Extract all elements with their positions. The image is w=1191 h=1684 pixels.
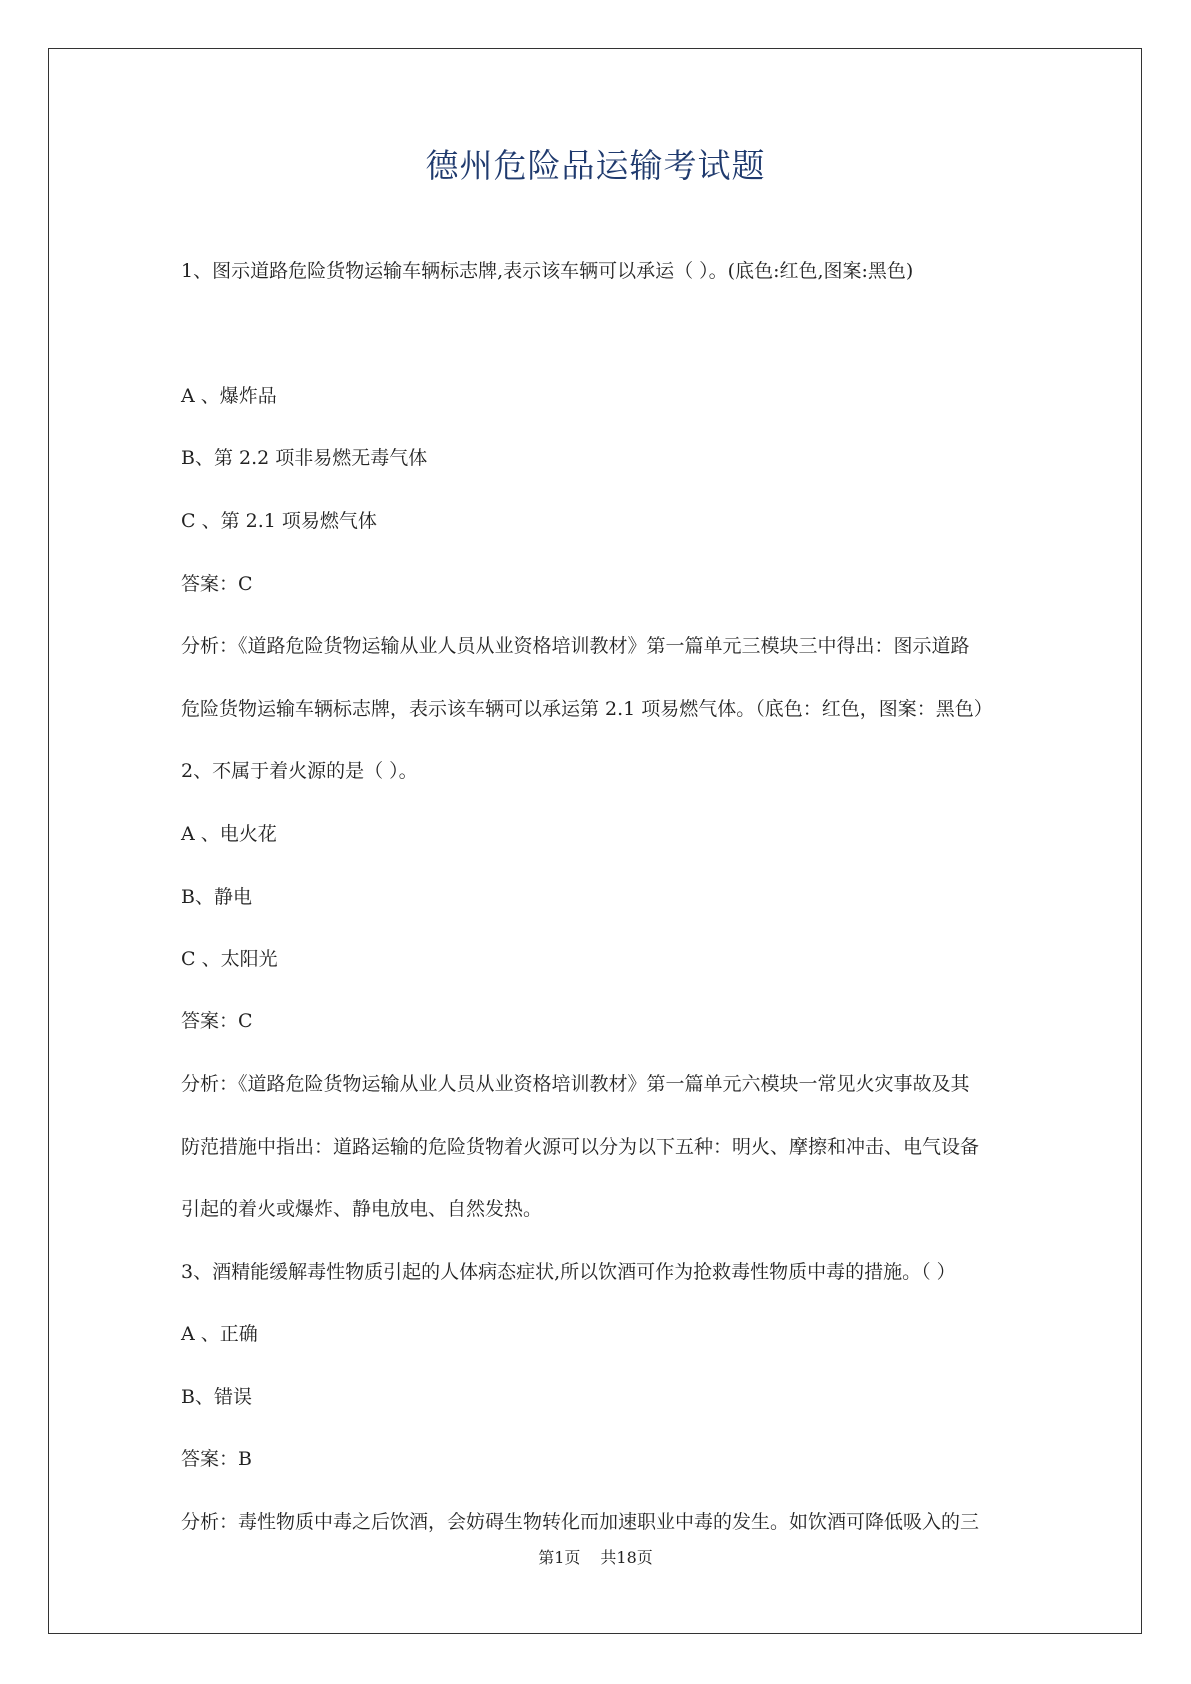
question-1-analysis-line-2: 危险货物运输车辆标志牌，表示该车辆可以承运第 2.1 项易燃气体。（底色：红色，图案：黑色） [181,698,993,720]
question-2-option-b: B、静电 [181,886,252,908]
question-3-answer: 答案：B [181,1448,252,1470]
page-footer [0,1545,1191,1568]
question-1-analysis-line-1: 分析：《道路危险货物运输从业人员从业资格培训教材》第一篇单元三模块三中得出：图示道路 [181,635,970,657]
question-2-analysis-line-2: 防范措施中指出：道路运输的危险货物着火源可以分为以下五种：明火、摩擦和冲击、电气设备 [181,1136,980,1158]
question-2-analysis-line-3: 引起的着火或爆炸、静电放电、自然发热。 [181,1198,543,1220]
question-3-option-b: B、错误 [181,1386,252,1408]
question-2-option-a: A 、电火花 [181,823,277,845]
question-2-analysis-line-1: 分析：《道路危险货物运输从业人员从业资格培训教材》第一篇单元六模块一常见火灾事故及其 [181,1073,970,1095]
question-1-option-b: B、第 2.2 项非易燃无毒气体 [181,447,428,469]
question-3-analysis-line-1: 分析：毒性物质中毒之后饮酒，会妨碍生物转化而加速职业中毒的发生。如饮酒可降低吸入的三 [181,1511,980,1533]
question-2-answer: 答案：C [181,1010,253,1032]
question-3-text: 3、酒精能缓解毒性物质引起的人体病态症状,所以饮酒可作为抢救毒性物质中毒的措施。（ ） [181,1261,956,1283]
question-2-option-c: C 、太阳光 [181,948,278,970]
question-1-option-a: A 、爆炸品 [181,385,277,407]
page-number: 第1页 [538,1548,581,1567]
question-1-option-c: C 、第 2.1 项易燃气体 [181,510,377,532]
question-3-option-a: A 、正确 [181,1323,258,1345]
page-total: 共18页 [600,1548,653,1567]
question-1-text: 1、图示道路危险货物运输车辆标志牌,表示该车辆可以承运（ ）。(底色:红色,图案:黑色) [181,260,914,282]
question-2-text: 2、不属于着火源的是（ ）。 [181,760,418,782]
question-1-answer: 答案：C [181,573,253,595]
document-title: 德州危险品运输考试题 [425,146,766,185]
